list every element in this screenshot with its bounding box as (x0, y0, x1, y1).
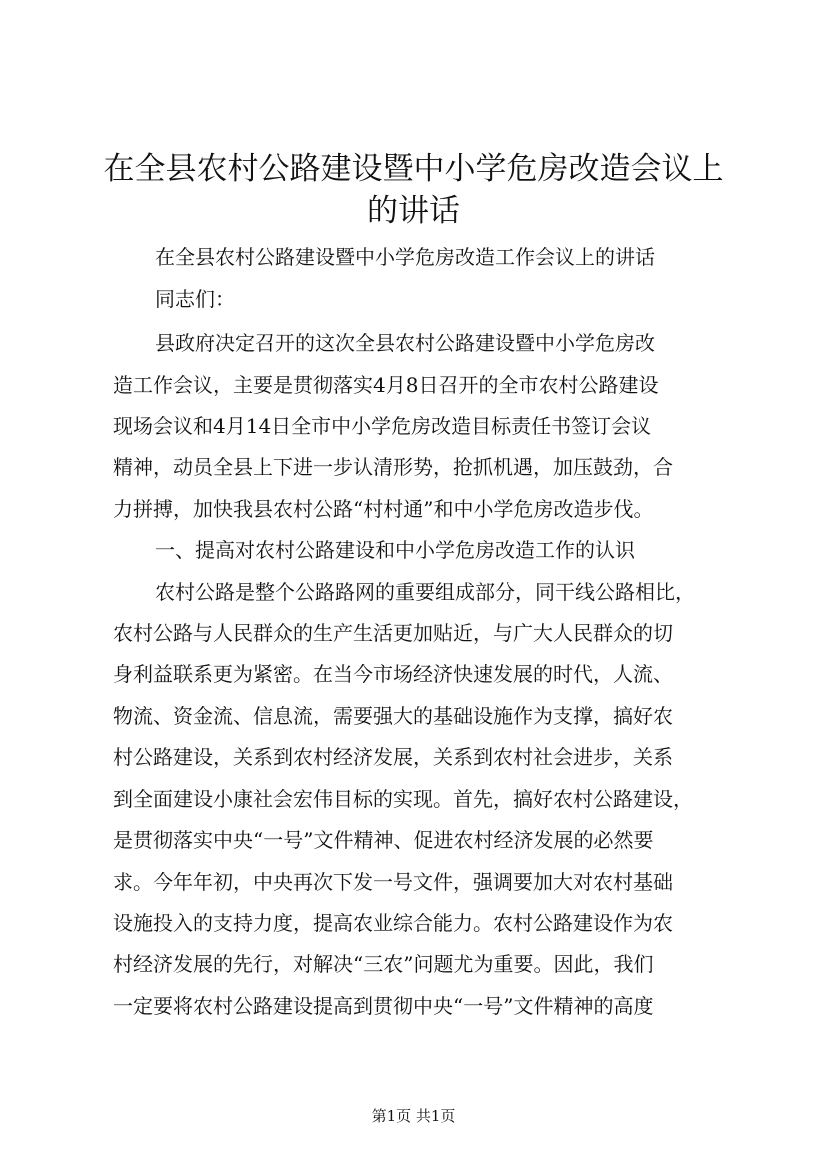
paragraph-line: 一定要将农村公路建设提高到贯彻中央“一号”文件精神的高度 (113, 994, 654, 1018)
paragraph-line: 到全面建设小康社会宏伟目标的实现。首先，搞好农村公路建设， (113, 787, 693, 811)
paragraph-line: 是贯彻落实中央“一号”文件精神、促进农村经济发展的必然要 (113, 828, 654, 852)
paragraph-line: 造工作会议，主要是贯彻落实4月8日召开的全市农村公路建设 (113, 373, 659, 397)
paragraph-line: 村经济发展的先行，对解决“三农”问题尤为重要。因此，我们 (113, 952, 654, 976)
paragraph-line: 力拼搏，加快我县农村公路“村村通”和中小学危房改造步伐。 (113, 497, 654, 521)
paragraph-line: 县政府决定召开的这次全县农村公路建设暨中小学危房改 (155, 331, 655, 355)
paragraph-line: 设施投入的支持力度，提高农业综合能力。农村公路建设作为农 (113, 911, 673, 935)
section-heading: 一、提高对农村公路建设和中小学危房改造工作的认识 (155, 538, 635, 562)
paragraph-line: 农村公路与人民群众的生产生活更加贴近，与广大人民群众的切 (113, 621, 673, 645)
paragraph-line: 精神，动员全县上下进一步认清形势，抢抓机遇，加压鼓劲，合 (113, 455, 673, 479)
document-title-line-1: 在全县农村公路建设暨中小学危房改造会议上 (103, 151, 724, 187)
paragraph-line: 物流、资金流、信息流，需要强大的基础设施作为支撑，搞好农 (113, 704, 673, 728)
paragraph-line: 村公路建设，关系到农村经济发展，关系到农村社会进步，关系 (113, 745, 673, 769)
page-number-footer: 第1页 共1页 (371, 1107, 456, 1125)
paragraph-line: 农村公路是整个公路路网的重要组成部分，同干线公路相比， (155, 580, 695, 604)
paragraph-line: 身利益联系更为紧密。在当今市场经济快速发展的时代，人流、 (113, 662, 673, 686)
paragraph-line: 现场会议和4月14日全市中小学危房改造目标责任书签订会议 (113, 414, 652, 438)
paragraph-line: 求。今年年初，中央再次下发一号文件，强调要加大对农村基础 (113, 870, 673, 894)
document-title-line-2: 的讲话 (367, 193, 460, 229)
subtitle-line: 在全县农村公路建设暨中小学危房改造工作会议上的讲话 (155, 245, 655, 269)
salutation: 同志们： (155, 287, 235, 311)
